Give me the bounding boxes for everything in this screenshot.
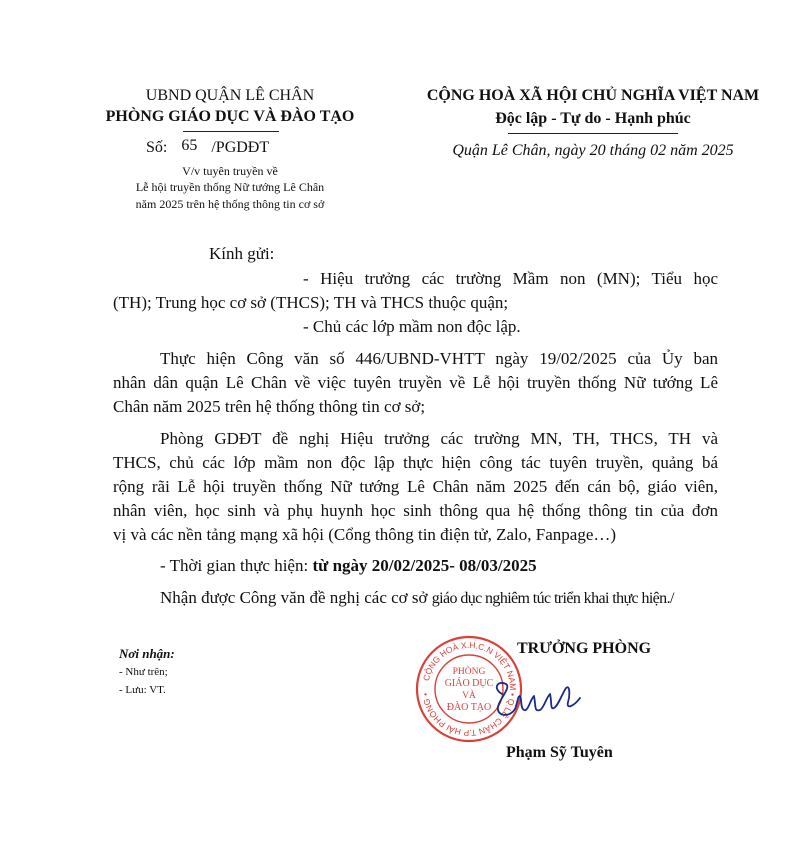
seal-center-line-2: GIÁO DỤC — [444, 678, 494, 689]
subject-line-2: Lễ hội truyền thống Nữ tướng Lê Chân — [135, 180, 325, 194]
recipients-list-item-1: - Như trên; — [119, 666, 168, 678]
recipient-1-line-2: (TH); Trung học cơ sở (THCS); TH và THCS thuộc quận; — [113, 293, 509, 312]
paragraph-2-line-1: Phòng GDĐT đề nghị Hiệu trưởng các trường MN, TH, THCS, TH và — [160, 429, 718, 448]
paragraph-2-line-3: rộng rãi Lễ hội truyền thống Nữ tướng Lê Chân năm 2025 đến cán bộ, giáo viên, — [113, 477, 718, 496]
national-title: CỘNG HOÀ XÃ HỘI CHỦ NGHĨA VIỆT NAM — [426, 87, 760, 104]
seal-center-line-3: VÀ — [462, 691, 476, 701]
motto-underline — [508, 133, 678, 134]
issuer-department: PHÒNG GIÁO DỤC VÀ ĐÀO TẠO — [105, 108, 355, 125]
signer-position: TRƯỞNG PHÒNG — [517, 640, 652, 657]
document-number-label: Số: — [146, 139, 168, 156]
recipient-1-line-1: - Hiệu trưởng các trường Mầm non (MN); Tiểu học — [303, 269, 718, 288]
closing-part-1: Nhận được Công văn đề nghị các cơ sở — [160, 588, 432, 607]
implementation-time-value: từ ngày 20/02/2025- 08/03/2025 — [312, 556, 537, 575]
seal-center-line-4: ĐÀO TẠO — [446, 702, 492, 713]
subject-line-3: năm 2025 trên hệ thống thông tin cơ sở — [135, 197, 325, 211]
greeting: Kính gửi: — [209, 244, 275, 263]
document-number-value: 65 — [181, 137, 198, 154]
seal-ring-text: CỘNG HOÀ X.H.C.N VIỆT NAM • Q.LÊ CHÂN T.P HẢI PHÒNG • — [420, 639, 519, 739]
paragraph-2-line-2: THCS, chủ các lớp mầm non độc lập thực hiện công tác tuyên truyền, quảng bá — [113, 453, 718, 472]
national-motto: Độc lập - Tự do - Hạnh phúc — [495, 110, 691, 127]
recipients-list-item-2: - Lưu: VT. — [119, 684, 166, 696]
document-date: Quận Lê Chân, ngày 20 tháng 02 năm 2025 — [452, 142, 734, 159]
paragraph-2-line-4: nhân viên, học sinh và phụ huynh học sinh thông qua hệ thống thông tin của đơn — [113, 501, 718, 520]
closing-part-2: giáo dục nghiêm túc triển khai thực hiện./ — [431, 590, 674, 607]
issuer-underline — [183, 131, 279, 132]
subject-line-1: V/v tuyên truyền về — [182, 164, 278, 178]
seal-center-line-1: PHÒNG — [452, 667, 486, 677]
signer-name: Phạm Sỹ Tuyên — [506, 744, 613, 761]
implementation-time — [160, 556, 537, 576]
document-number-suffix: /PGDĐT — [211, 139, 270, 156]
closing-line — [160, 588, 674, 608]
paragraph-2-line-5: vị và các nền tảng mạng xã hội (Cổng thông tin điện tử, Zalo, Fanpage…) — [113, 525, 617, 544]
recipient-2: - Chủ các lớp mầm non độc lập. — [303, 317, 521, 336]
implementation-time-label: - Thời gian thực hiện: — [160, 556, 313, 575]
recipients-list-title: Nơi nhận: — [119, 646, 175, 661]
document-number — [146, 139, 269, 157]
paragraph-1-line-1: Thực hiện Công văn số 446/UBND-VHTT ngày 19/02/2025 của Ủy ban — [160, 349, 718, 368]
issuer-district: UBND QUẬN LÊ CHÂN — [145, 87, 315, 104]
paragraph-1-line-2: nhân dân quận Lê Chân về việc tuyên truyền về Lễ hội truyền thống Nữ tướng Lê — [113, 373, 718, 392]
paragraph-1-line-3: Chân năm 2025 trên hệ thống thông tin cơ sở; — [113, 397, 426, 416]
handwritten-signature — [488, 672, 588, 724]
